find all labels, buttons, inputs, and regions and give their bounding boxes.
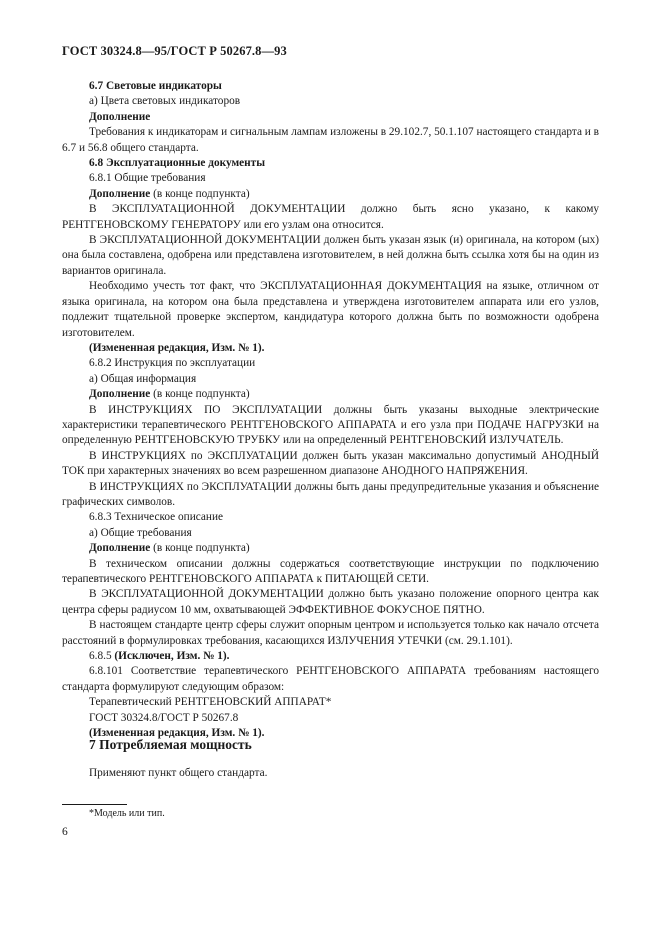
paragraph: 6.8.1 Общие требования	[89, 172, 206, 185]
paragraph: В техническом описании должны содержаться соответствующие инструкции по подключению терапевтического РЕНТГЕНОВСКОГО АППАРАТА к ПИТАЮЩЕЙ СЕТИ.	[62, 557, 599, 585]
paragraph: В ИНСТРУКЦИЯХ ПО ЭКСПЛУАТАЦИИ должны быть указаны выходные электрические характеристики терапевтического РЕНТГЕНОВСКОГО АППАРАТА и его узла при ПОДАЧЕ НАГРУЗКИ на определенную РЕНТГЕНОВСКУЮ ТРУБКУ или на определенный РЕНТГЕНОВСКИЙ ИЗЛУЧАТЕЛЬ.	[62, 403, 599, 447]
section-text: Применяют пункт общего стандарта.	[89, 767, 268, 779]
paragraph: Требования к индикаторам и сигнальным лампам изложены в 29.102.7, 50.1.107 настоящего стандарта и в 6.7 и 56.8 общего стандарта.	[62, 126, 600, 154]
paragraph: Необходимо учесть тот факт, что ЭКСПЛУАТАЦИОННАЯ ДОКУМЕНТАЦИЯ на языке, отличном от языка оригинала, на котором она была представлена и утверждена изготовителем аппарата или его узлов, подлежит тщательной проверке экспертом, кандидатура которого должна быть по возможности одобрена изготовителем.	[62, 280, 599, 339]
paragraph: Дополнение	[89, 110, 151, 123]
paragraph: В ИНСТРУКЦИЯХ по ЭКСПЛУАТАЦИИ должны быть даны предупредительные указания и объяснение графических символов.	[62, 480, 599, 508]
paragraph: Дополнение (в конце подпункта)	[89, 542, 250, 555]
paragraph: 6.8.5 (Исключен, Изм. № 1).	[89, 650, 230, 663]
footnote: *Модель или тип.	[89, 808, 165, 819]
paragraph: В ЭКСПЛУАТАЦИОННОЙ ДОКУМЕНТАЦИИ должен быть указан язык (и) оригинала, на котором (ых) она была составлена, одобрена или представлена изготовителем, в ней должна быть ссылка хотя бы на один из вариантов оригинала.	[62, 234, 599, 277]
footnote-rule	[62, 804, 127, 805]
document-body	[62, 79, 599, 741]
paragraph: Терапевтический РЕНТГЕНОВСКИЙ АППАРАТ*	[89, 696, 332, 709]
paragraph: (Измененная редакция, Изм. № 1).	[89, 727, 265, 740]
paragraph: Дополнение (в конце подпункта)	[89, 388, 250, 401]
section-title: 7 Потребляемая мощность	[89, 737, 252, 752]
paragraph: а) Цвета световых индикаторов	[89, 95, 241, 108]
paragraph: а) Общая информация	[89, 372, 197, 385]
page-header: ГОСТ 30324.8—95/ГОСТ Р 50267.8—93	[62, 44, 287, 58]
paragraph: 6.8.3 Техническое описание	[89, 511, 224, 524]
paragraph: 6.8 Эксплуатационные документы	[89, 157, 266, 170]
paragraph: В ЭКСПЛУАТАЦИОННОЙ ДОКУМЕНТАЦИИ должно быть указано положение опорного центра как центра сферы радиусом 10 мм, охватывающей ЭФФЕКТИВНОЕ ФОКУСНОЕ ПЯТНО.	[62, 588, 599, 616]
paragraph: а) Общие требования	[89, 526, 192, 539]
paragraph: ГОСТ 30324.8/ГОСТ Р 50267.8	[89, 711, 239, 724]
paragraph: Дополнение (в конце подпункта)	[89, 187, 250, 200]
paragraph: 6.8.101 Соответствие терапевтического РЕНТГЕНОВСКОГО АППАРАТА требованиям настоящего стандарта формулируют следующим образом:	[62, 665, 599, 693]
paragraph: В ЭКСПЛУАТАЦИОННОЙ ДОКУМЕНТАЦИИ должно быть ясно указано, к какому РЕНТГЕНОВСКОМУ ГЕНЕРАТОРУ или его узлам она относится.	[62, 203, 599, 231]
paragraph: 6.7 Световые индикаторы	[89, 80, 222, 92]
paragraph: В настоящем стандарте центр сферы служит опорным центром и используется только как начало отсчета расстояний в формулировках требования, касающихся ИЗЛУЧЕНИЯ УТЕЧКИ (см. 29.1.101).	[62, 619, 599, 647]
paragraph: 6.8.2 Инструкция по эксплуатации	[89, 357, 256, 370]
paragraph: (Измененная редакция, Изм. № 1).	[89, 341, 265, 354]
paragraph: В ИНСТРУКЦИЯХ по ЭКСПЛУАТАЦИИ должен быть указан максимально допустимый АНОДНЫЙ ТОК при характерных значениях во всем разрешенном диапазоне АНОДНОГО НАПРЯЖЕНИЯ.	[62, 449, 599, 478]
page-number: 6	[62, 826, 68, 838]
